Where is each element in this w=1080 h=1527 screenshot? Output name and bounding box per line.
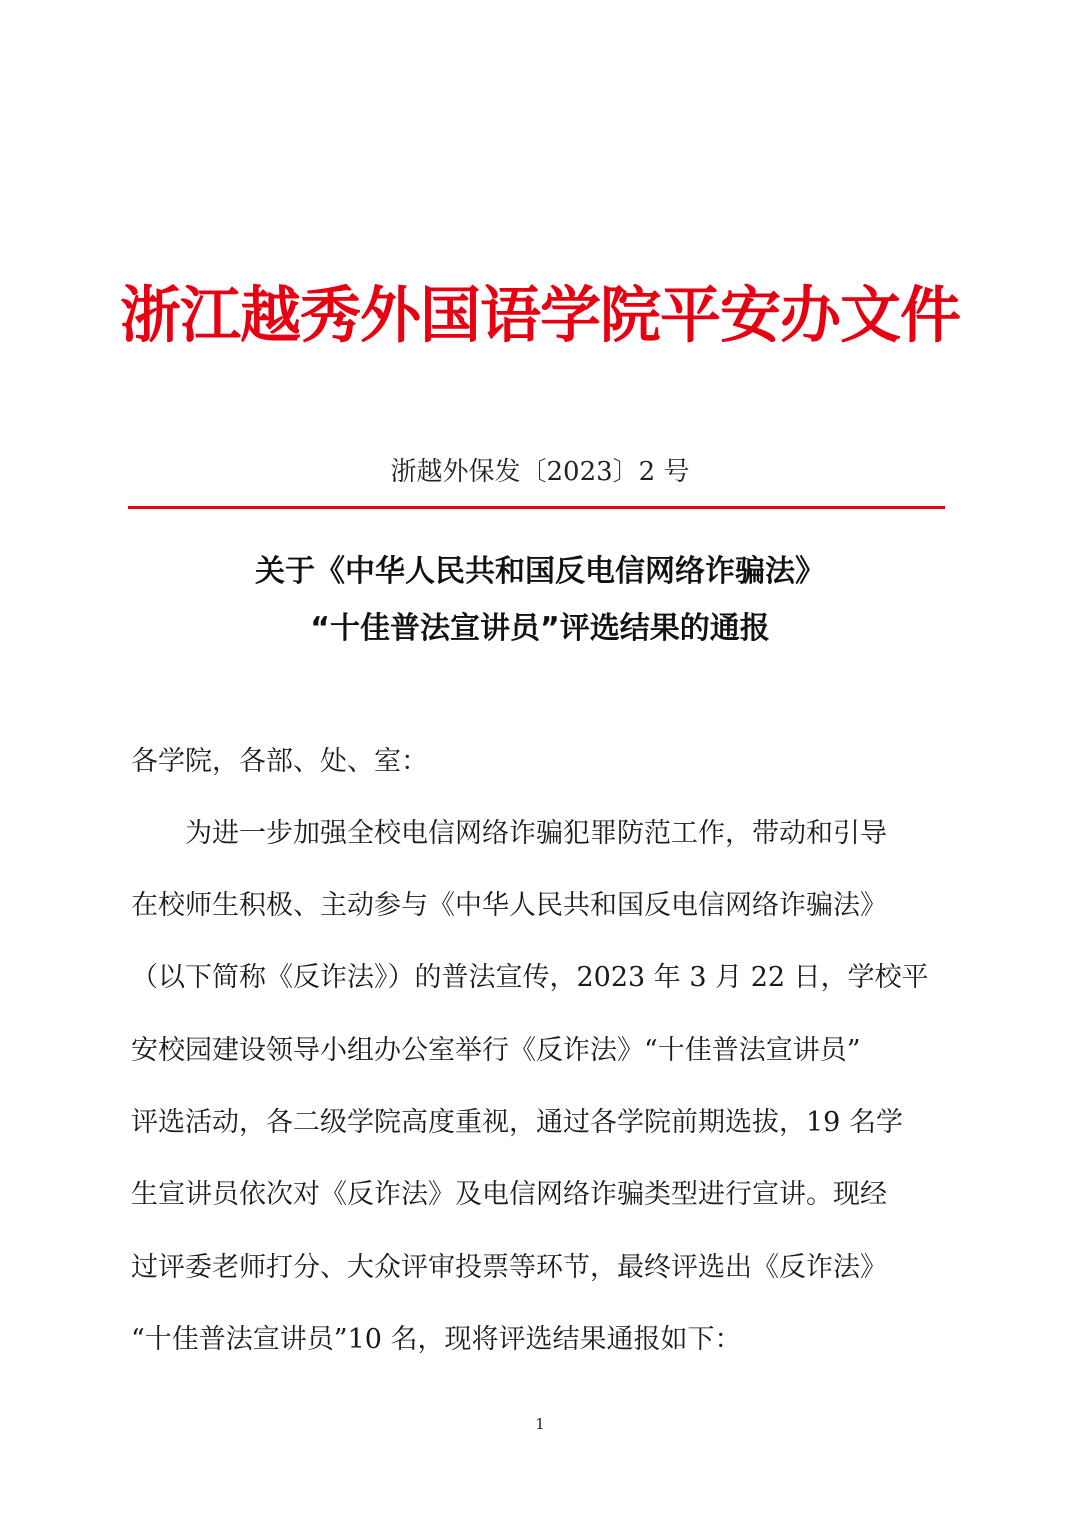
notice-title-line-1: 关于《中华人民共和国反电信网络诈骗法》 bbox=[255, 554, 825, 589]
notice-title-line-2: “十佳普法宣讲员”评选结果的通报 bbox=[310, 611, 770, 646]
red-divider-line bbox=[128, 506, 945, 509]
issuer-title: 浙江越秀外国语学院平安办文件 bbox=[119, 280, 960, 351]
body-paragraph-line: 在校师生积极、主动参与《中华人民共和国反电信网络诈骗法》 bbox=[131, 890, 887, 921]
salutation: 各学院，各部、处、室： bbox=[131, 746, 428, 777]
body-paragraph-line: 为进一步加强全校电信网络诈骗犯罪防范工作，带动和引导 bbox=[131, 818, 887, 849]
body-paragraph-line: 过评委老师打分、大众评审投票等环节，最终评选出《反诈法》 bbox=[131, 1252, 887, 1283]
body-paragraph-line: 生宣讲员依次对《反诈法》及电信网络诈骗类型进行宣讲。现经 bbox=[131, 1179, 887, 1210]
page-number: 1 bbox=[535, 1415, 545, 1433]
document-number: 浙越外保发〔2023〕2 号 bbox=[390, 457, 690, 487]
body-paragraph-line: 评选活动，各二级学院高度重视，通过各学院前期选拔，19 名学 bbox=[131, 1107, 903, 1138]
body-paragraph-line: “十佳普法宣讲员”10 名，现将评选结果通报如下： bbox=[131, 1324, 742, 1355]
body-paragraph-line: 安校园建设领导小组办公室举行《反诈法》“十佳普法宣讲员” bbox=[131, 1035, 861, 1066]
body-paragraph-line: （以下简称《反诈法》）的普法宣传，2023 年 3 月 22 日，学校平 bbox=[131, 962, 929, 993]
